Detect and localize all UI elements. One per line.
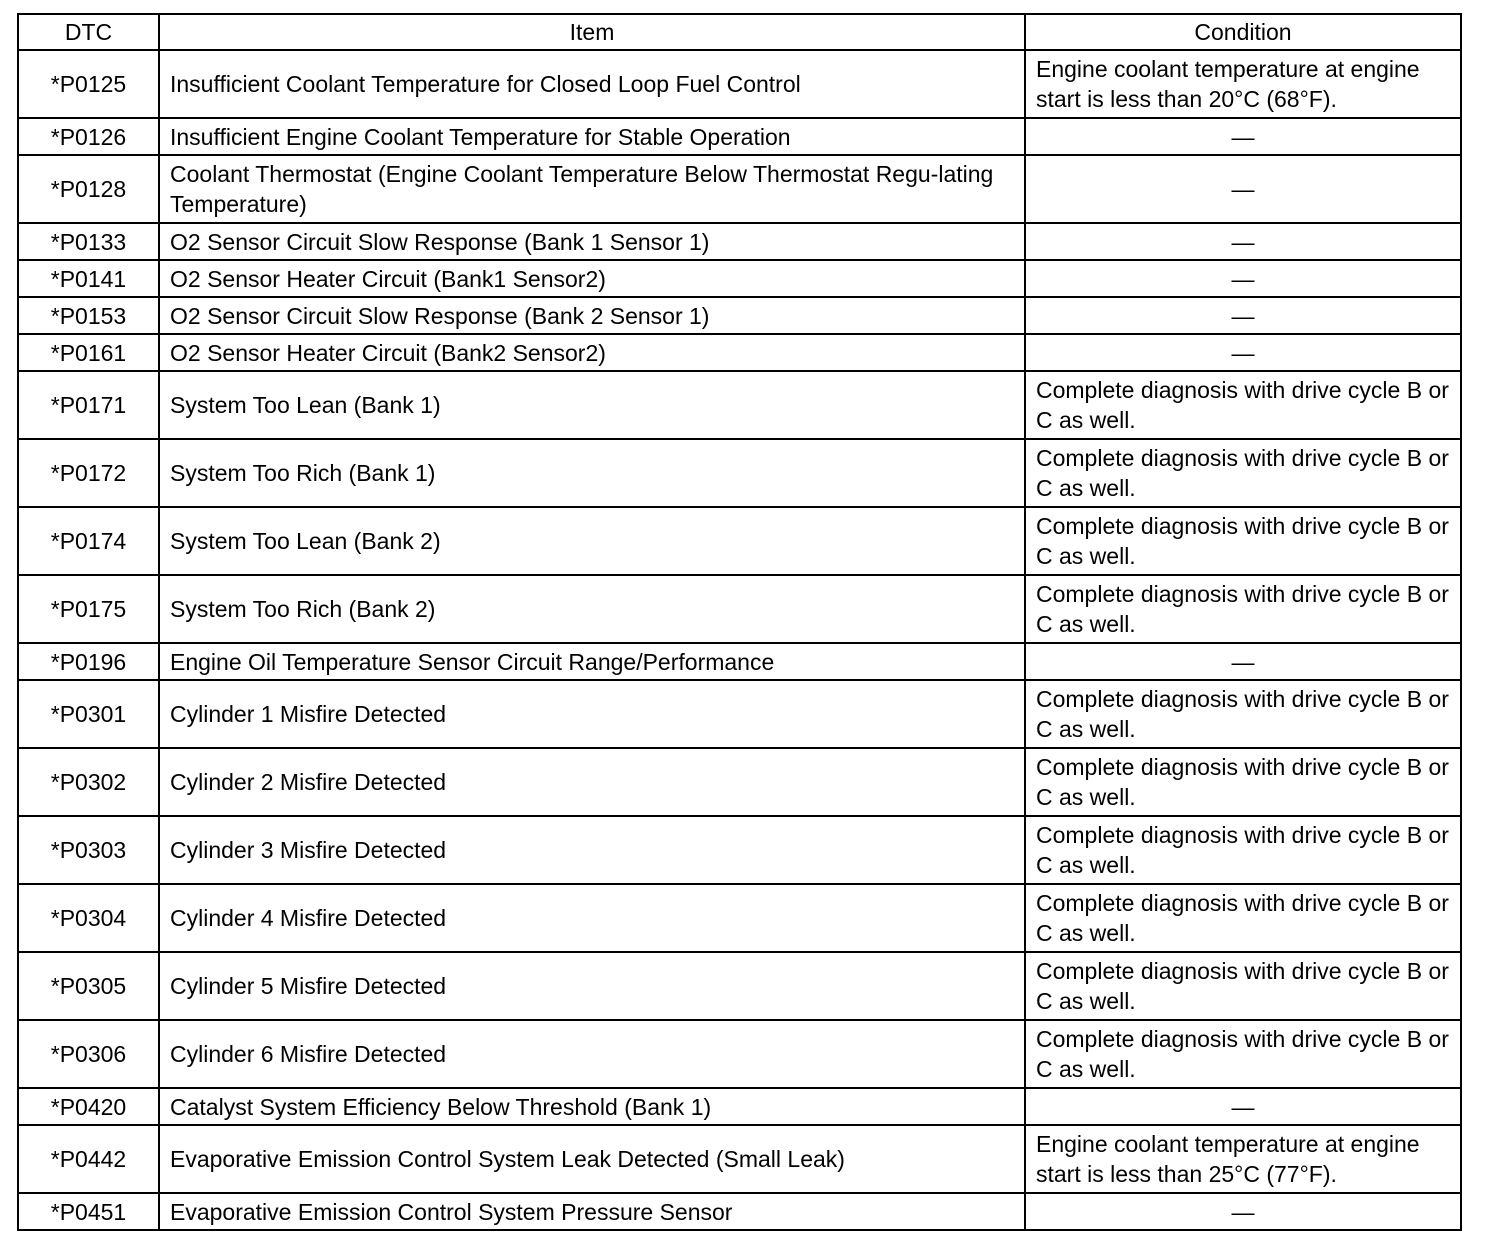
- dtc-code: *P0304: [18, 884, 159, 952]
- table-row: [18, 643, 1461, 680]
- item-description: O2 Sensor Heater Circuit (Bank1 Sensor2): [159, 260, 1025, 297]
- item-description: System Too Rich (Bank 2): [159, 575, 1025, 643]
- condition-text: —: [1025, 1193, 1461, 1230]
- item-description: O2 Sensor Circuit Slow Response (Bank 2 Sensor 1): [159, 297, 1025, 334]
- condition-text: Complete diagnosis with drive cycle B or C as well.: [1025, 1020, 1461, 1088]
- dtc-code: *P0174: [18, 507, 159, 575]
- table-row: [18, 748, 1461, 816]
- condition-text: Engine coolant temperature at engine start is less than 25°C (77°F).: [1025, 1125, 1461, 1193]
- table-row: [18, 260, 1461, 297]
- condition-text: Complete diagnosis with drive cycle B or C as well.: [1025, 884, 1461, 952]
- condition-text: —: [1025, 260, 1461, 297]
- header-condition: Condition: [1025, 14, 1461, 50]
- dtc-code: *P0141: [18, 260, 159, 297]
- item-description: O2 Sensor Heater Circuit (Bank2 Sensor2): [159, 334, 1025, 371]
- item-description: O2 Sensor Circuit Slow Response (Bank 1 Sensor 1): [159, 223, 1025, 260]
- dtc-code: *P0161: [18, 334, 159, 371]
- dtc-code: *P0442: [18, 1125, 159, 1193]
- condition-text: Complete diagnosis with drive cycle B or C as well.: [1025, 748, 1461, 816]
- table-row: [18, 680, 1461, 748]
- dtc-code: *P0171: [18, 371, 159, 439]
- item-description: System Too Lean (Bank 2): [159, 507, 1025, 575]
- dtc-code: *P0305: [18, 952, 159, 1020]
- dtc-code: *P0125: [18, 50, 159, 118]
- table-row: [18, 575, 1461, 643]
- item-description: System Too Rich (Bank 1): [159, 439, 1025, 507]
- header-dtc: DTC: [18, 14, 159, 50]
- item-description: Insufficient Engine Coolant Temperature for Stable Operation: [159, 118, 1025, 155]
- dtc-code: *P0303: [18, 816, 159, 884]
- condition-text: —: [1025, 643, 1461, 680]
- condition-text: Complete diagnosis with drive cycle B or C as well.: [1025, 816, 1461, 884]
- table-row: [18, 1020, 1461, 1088]
- table-row: [18, 1193, 1461, 1230]
- dtc-code: *P0153: [18, 297, 159, 334]
- table-row: [18, 371, 1461, 439]
- dtc-code: *P0302: [18, 748, 159, 816]
- item-description: Cylinder 5 Misfire Detected: [159, 952, 1025, 1020]
- header-row: [18, 14, 1461, 50]
- table-row: [18, 952, 1461, 1020]
- item-description: Evaporative Emission Control System Pressure Sensor: [159, 1193, 1025, 1230]
- item-description: Cylinder 4 Misfire Detected: [159, 884, 1025, 952]
- dtc-code: *P0301: [18, 680, 159, 748]
- condition-text: Complete diagnosis with drive cycle B or C as well.: [1025, 680, 1461, 748]
- header-item: Item: [159, 14, 1025, 50]
- condition-text: —: [1025, 223, 1461, 260]
- item-description: Cylinder 2 Misfire Detected: [159, 748, 1025, 816]
- dtc-code: *P0175: [18, 575, 159, 643]
- item-description: Cylinder 6 Misfire Detected: [159, 1020, 1025, 1088]
- table-row: [18, 297, 1461, 334]
- table-row: [18, 1088, 1461, 1125]
- item-description: Catalyst System Efficiency Below Threshold (Bank 1): [159, 1088, 1025, 1125]
- table-row: [18, 816, 1461, 884]
- table-row: [18, 118, 1461, 155]
- condition-text: Complete diagnosis with drive cycle B or C as well.: [1025, 952, 1461, 1020]
- condition-text: —: [1025, 334, 1461, 371]
- table-row: [18, 155, 1461, 223]
- dtc-code: *P0451: [18, 1193, 159, 1230]
- dtc-code: *P0306: [18, 1020, 159, 1088]
- condition-text: —: [1025, 155, 1461, 223]
- condition-text: Engine coolant temperature at engine start is less than 20°C (68°F).: [1025, 50, 1461, 118]
- dtc-code: *P0420: [18, 1088, 159, 1125]
- dtc-table: [17, 13, 1462, 1231]
- table-row: [18, 507, 1461, 575]
- dtc-code: *P0172: [18, 439, 159, 507]
- condition-text: —: [1025, 118, 1461, 155]
- table-row: [18, 1125, 1461, 1193]
- condition-text: —: [1025, 1088, 1461, 1125]
- condition-text: —: [1025, 297, 1461, 334]
- item-description: Cylinder 3 Misfire Detected: [159, 816, 1025, 884]
- item-description: Cylinder 1 Misfire Detected: [159, 680, 1025, 748]
- dtc-code: *P0133: [18, 223, 159, 260]
- table-row: [18, 334, 1461, 371]
- condition-text: Complete diagnosis with drive cycle B or C as well.: [1025, 507, 1461, 575]
- table-row: [18, 439, 1461, 507]
- dtc-code: *P0126: [18, 118, 159, 155]
- dtc-code: *P0196: [18, 643, 159, 680]
- table-row: [18, 884, 1461, 952]
- condition-text: Complete diagnosis with drive cycle B or C as well.: [1025, 439, 1461, 507]
- condition-text: Complete diagnosis with drive cycle B or C as well.: [1025, 371, 1461, 439]
- table-row: [18, 50, 1461, 118]
- table-row: [18, 223, 1461, 260]
- item-description: Engine Oil Temperature Sensor Circuit Range/Performance: [159, 643, 1025, 680]
- dtc-code: *P0128: [18, 155, 159, 223]
- item-description: Evaporative Emission Control System Leak Detected (Small Leak): [159, 1125, 1025, 1193]
- condition-text: Complete diagnosis with drive cycle B or C as well.: [1025, 575, 1461, 643]
- item-description: System Too Lean (Bank 1): [159, 371, 1025, 439]
- item-description: Insufficient Coolant Temperature for Closed Loop Fuel Control: [159, 50, 1025, 118]
- item-description: Coolant Thermostat (Engine Coolant Temperature Below Thermostat Regu-lating Temperature): [159, 155, 1025, 223]
